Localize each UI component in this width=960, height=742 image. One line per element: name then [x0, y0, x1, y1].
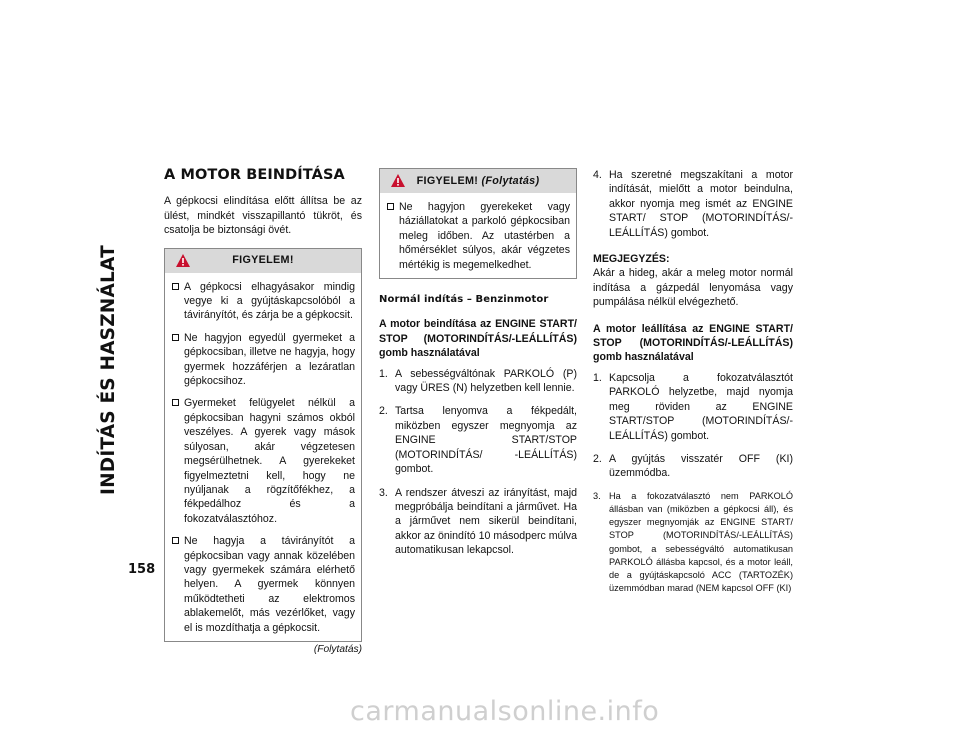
page-heading: A MOTOR BEINDÍTÁSA — [164, 167, 345, 183]
list-text: Ha szeretné megszakítani a motor indítását, mielőtt a motor beindulna, akkor nyomja meg ismét az ENGINE START/ STOP (MOTORINDÍTÁS/-LEÁLLÍTÁS) gombot. — [609, 169, 793, 239]
list-item — [593, 490, 793, 596]
warning-body — [165, 273, 361, 641]
list-item — [593, 452, 793, 481]
warning-triangle-icon — [390, 173, 406, 188]
warning-item — [387, 200, 570, 272]
warning-item — [172, 280, 355, 323]
warning-box-continued — [379, 168, 577, 279]
list-text: A sebességváltónak PARKOLÓ (P) vagy ÜRES (N) helyzetben kell lennie. — [395, 367, 577, 395]
subheading: Normál indítás – Benzinmotor — [379, 294, 549, 306]
warning-item-text: Gyermeket felügyelet nélkül a gépkocsiban hagyni számos okból veszélyes. A gyerek vagy mások súlyosan, akár végzetesen megsérülhetnek. A gyerekeket figyelmeztetni kell, hogy ne nyúljanak a rögzítőfékhez, a fékpedálhoz és a fokozatválasztóhoz. — [184, 397, 355, 525]
list-number: 3. — [379, 486, 388, 499]
warning-header — [165, 249, 361, 273]
list-text: Ha a fokozatválasztó nem PARKOLÓ állásban van (miközben a gépkocsi áll), és egyszer megnyomják az ENGINE START/ STOP (MOTORINDÍTÁS/-LEÁLLÍTÁS) gombot, a sebességváltó automatikusan PARKOLÓ állásba kapcsol, és a motor leáll, de a gyújtáskapcsoló ACC (TARTOZÉK) üzemmódban marad (NEM kapcsol OFF (KI) — [609, 490, 793, 594]
square-bullet-icon — [172, 399, 179, 406]
start-heading: A motor beindítása az ENGINE START/ STOP (MOTORINDÍTÁS/-LEÁLLÍTÁS) gomb használatával — [379, 318, 577, 360]
square-bullet-icon — [172, 334, 179, 341]
list-item — [593, 168, 793, 240]
list-number: 1. — [379, 367, 388, 380]
square-bullet-icon — [387, 203, 394, 210]
warning-item — [172, 534, 355, 635]
warning-item — [172, 331, 355, 389]
note-text: Akár a hideg, akár a meleg motor normál indítása a gázpedál lenyomása vagy pumpálása nélkül elvégezhető. — [593, 267, 793, 309]
list-text: A gyújtás visszatér OFF (KI) üzemmódba. — [609, 452, 793, 480]
warning-item-text: Ne hagyja a távirányítót a gépkocsiban vagy annak közelében vagy gyermekek számára elérhető helyen. A gyermek könnyen működtetheti az elektromos ablakemelőt, más vezérlőket, vagy el is mozdíthatja a gépkocsit. — [184, 535, 355, 634]
intro-paragraph: A gépkocsi elindítása előtt állítsa be az ülést, mindkét visszapillantó tükröt, és csatolja be biztonsági övét. — [164, 195, 362, 237]
list-text: Kapcsolja a fokozatválasztót PARKOLÓ helyzetbe, majd nyomja meg röviden az ENGINE START/STOP (MOTORINDÍTÁS/-LEÁLLÍTÁS) gombot. — [609, 371, 793, 442]
warning-item — [172, 396, 355, 526]
column-2 — [379, 168, 577, 567]
list-number: 3. — [593, 490, 601, 501]
warning-box — [164, 248, 362, 642]
warning-item-text: Ne hagyjon egyedül gyermeket a gépkocsiban, illetve ne hagyja, hogy gyermek hozzáférjen a lezáratlan gépkocsihoz. — [184, 331, 355, 388]
list-text: A rendszer átveszi az irányítást, majd megpróbálja beindítani a járművet. Ha a járművet nem sikerül beindítani, akkor az önindító 10 másodperc múlva automatikusan lekapcsol. — [395, 486, 577, 557]
list-item — [379, 367, 577, 396]
start-steps — [379, 367, 577, 558]
warning-header — [380, 169, 576, 193]
list-number: 4. — [593, 169, 602, 181]
section-title-vertical: INDÍTÁS ÉS HASZNÁLAT — [98, 245, 119, 495]
list-number: 2. — [593, 452, 602, 465]
warning-body — [380, 193, 576, 278]
continued-note: (Folytatás) — [313, 643, 362, 655]
list-item — [379, 486, 577, 558]
list-item — [379, 404, 577, 476]
square-bullet-icon — [172, 537, 179, 544]
warning-title-suffix: (Folytatás) — [481, 174, 540, 187]
warning-item-text: A gépkocsi elhagyásakor mindig vegye ki a gyújtáskapcsolóból a távirányítót, és zárja be a gépkocsit. — [184, 280, 355, 322]
list-number: 2. — [379, 405, 388, 418]
column-1 — [164, 168, 362, 657]
list-item — [593, 371, 793, 443]
square-bullet-icon — [172, 283, 179, 290]
page-number: 158 — [128, 562, 156, 577]
stop-steps — [593, 371, 793, 595]
warning-item-text: Ne hagyjon gyerekeket vagy háziállatokat a parkoló gépkocsiban meleg időben. Az utastérben a hőmérséklet súlyos, akár végzetes mértékig is megemelkedhet. — [399, 201, 570, 271]
list-text: Tartsa lenyomva a fékpedált, miközben egyszer megnyomja az ENGINE START/STOP (MOTORINDÍTÁS/ -LEÁLLÍTÁS) gombot. — [395, 405, 577, 476]
note-title: MEGJEGYZÉS: — [593, 253, 670, 266]
warning-title: FIGYELEM! — [232, 254, 294, 267]
stop-heading: A motor leállítása az ENGINE START/ STOP (MOTORINDÍTÁS/-LEÁLLÍTÁS) gomb használatával — [593, 322, 793, 364]
column-3 — [593, 168, 793, 604]
warning-triangle-icon — [175, 253, 191, 268]
warning-title: FIGYELEM! — [416, 174, 479, 187]
watermark: carmanualsonline.info — [350, 696, 660, 727]
list-number: 1. — [593, 371, 602, 384]
